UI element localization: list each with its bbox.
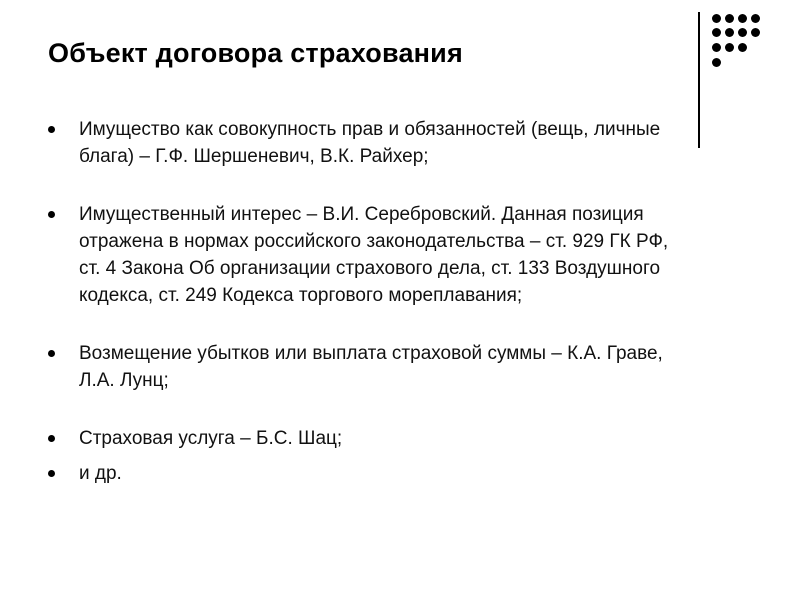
slide-title: Объект договора страхования [48,38,463,68]
grid-dot [712,14,721,23]
bullet-item [48,201,688,309]
bullet-item [48,460,688,487]
bullet-text: Возмещение убытков или выплата страховой суммы – К.А. Граве, Л.А. Лунц; [79,343,663,391]
grid-dot [712,43,721,52]
bullet-icon [48,350,55,357]
bullet-item [48,116,688,170]
dot-grid-icon [712,14,760,68]
grid-dot [712,28,721,37]
bullet-item [48,340,688,394]
bullet-text: Страховая услуга – Б.С. Шац; [79,428,343,449]
bullet-list [48,116,688,487]
bullet-text: Имущество как совокупность прав и обязанностей (вещь, личные блага) – Г.Ф. Шершеневич, В.К. Райхер; [79,119,661,167]
bullet-icon [48,211,55,218]
grid-dot [751,14,760,23]
grid-dot [725,28,734,37]
grid-dot [725,14,734,23]
grid-dot [712,58,721,67]
grid-dot [725,43,734,52]
bullet-text: Имущественный интерес – В.И. Серебровский. Данная позиция отражена в нормах российского законодательства – ст. 929 ГК РФ, ст. 4 Закона Об организации страхового дела, ст. 133 Воздушного кодекса, ст. 249 Кодекса торгового мореплавания; [79,204,669,306]
grid-dot [738,43,747,52]
bullet-text: и др. [79,463,122,484]
grid-dot [751,28,760,37]
grid-dot [738,14,747,23]
bullet-icon [48,126,55,133]
bullet-icon [48,470,55,477]
bullet-icon [48,435,55,442]
vertical-divider [698,12,700,148]
bullet-item [48,425,688,452]
grid-dot [738,28,747,37]
